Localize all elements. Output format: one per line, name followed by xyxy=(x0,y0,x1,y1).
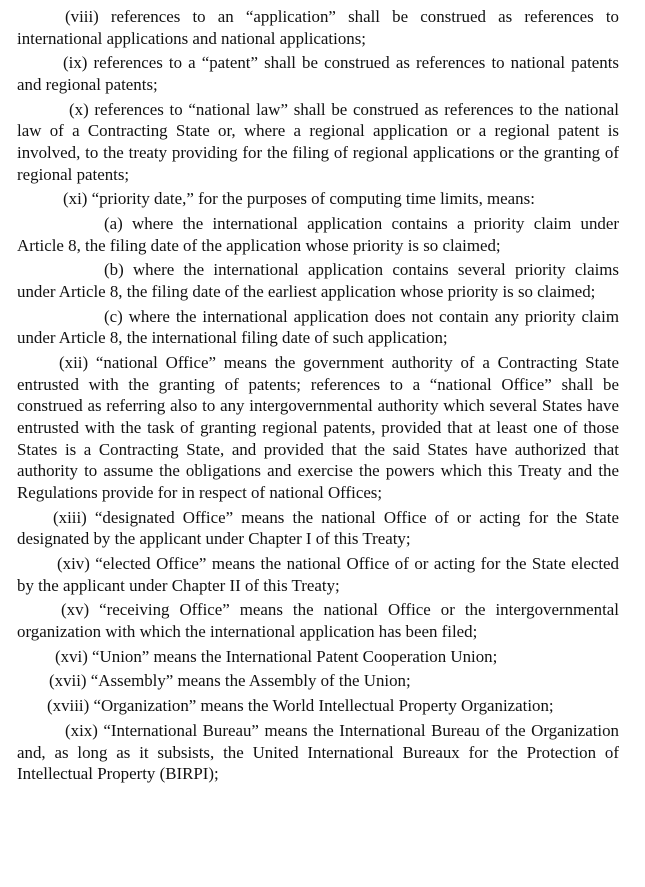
definition-xvi: (xvi) “Union” means the International Patent Cooperation Union; xyxy=(55,646,498,666)
definition-xviii: (xviii) “Organization” means the World Intellectual Property Organization; xyxy=(47,696,554,716)
definition-xv: (xv) “receiving Office” means the national Office or the intergovernmental organization with which the international application has been filed; xyxy=(17,600,619,641)
definition-xiii: (xiii) “designated Office” means the national Office of or acting for the State designated by the applicant under Chapter I of this Treaty; xyxy=(17,507,619,549)
definition-xiv: (xiv) “elected Office” means the national Office of or acting for the State elected by the applicant under Chapter II of this Treaty; xyxy=(17,553,619,595)
definition-xi-a: (a) where the international application contains a priority claim under Article 8, the filing date of the application whose priority is so claimed; xyxy=(17,214,619,255)
definition-ix: (ix) references to a “patent” shall be construed as references to national patents and regional patents; xyxy=(17,53,619,94)
definition-x: (x) references to “national law” shall be construed as references to the national law of a Contracting State or, where a regional application or a regional patent is involved, to the treaty providing for the filing of regional applications or the granting of regional patents; xyxy=(17,99,619,184)
definition-xi: (xi) “priority date,” for the purposes of computing time limits, means: xyxy=(63,189,535,209)
definition-xi-c: (c) where the international application does not contain any priority claim under Article 8, the international filing date of such application; xyxy=(17,306,619,348)
definition-xix: (xix) “International Bureau” means the International Bureau of the Organization and, as long as it subsists, the United International Bureaux for the Protection of Intellectual Property (BIRPI); xyxy=(17,721,619,784)
definition-xii: (xii) “national Office” means the government authority of a Contracting State entrusted with the granting of patents; references to a “national Office” shall be construed as referring also to any intergovernmental authority which several States have entrusted with the task of granting regional patents, provided that at least one of those States is a Contracting State, and provided that the said States have authorized that authority to assume the obligations and exercise the powers which this Treaty and the Regulations provide for in respect of national Offices; xyxy=(17,353,619,502)
definition-viii: (viii) references to an “application” shall be construed as references to international applications and national applications; xyxy=(17,7,619,48)
definition-xvii: (xvii) “Assembly” means the Assembly of the Union; xyxy=(49,671,411,691)
definition-xi-b: (b) where the international application contains several priority claims under Article 8, the filing date of the earliest application whose priority is so claimed; xyxy=(17,260,619,302)
